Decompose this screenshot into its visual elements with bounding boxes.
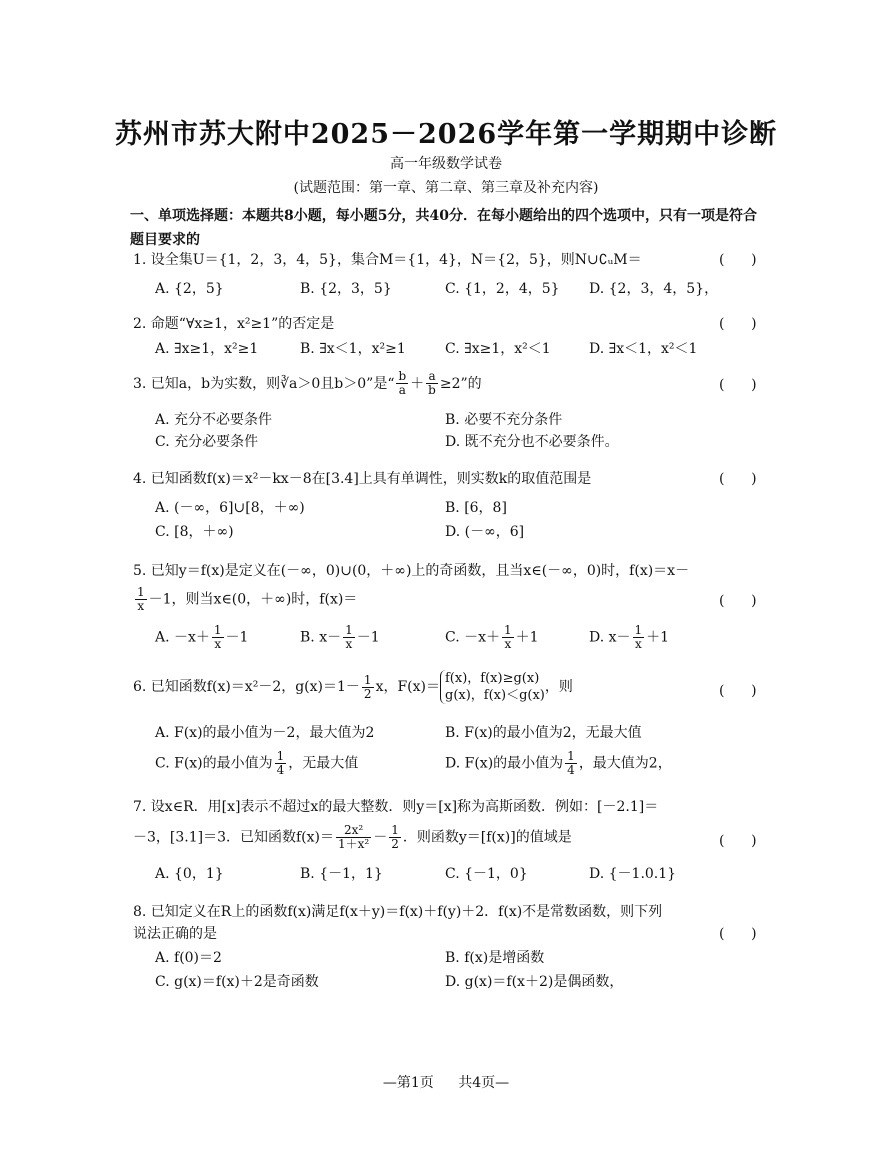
question-1 [133,249,773,271]
question-7 [133,796,773,851]
option-c: C. g(x)＝f(x)＋2是奇函数 [155,974,319,990]
exam-title: 苏州市苏大附中2025－2026学年第一学期期中诊断 [114,119,778,150]
question-6 [133,670,773,704]
option-b: B. {－1，1} [300,866,383,882]
question-2-stem: 2. 命题“∀x≥1，x²≥1”的否定是 [133,316,335,332]
question-8-stem-line2: 说法正确的是 [133,926,217,942]
answer-blank: ( ) [719,833,757,849]
question-2 [133,313,773,335]
answer-blank: ( ) [719,471,757,487]
option-c: C. {1，2，4，5} [445,281,560,297]
question-3-stem: 3. 已知a，b为实数，则∛a＞0且b＞0”是“ $\frac{b}{a}$ ＋ $\frac{a}{b}$ ≥2”的 [133,369,482,397]
exam-scope: (试题范围：第一章、第二章、第三章及补充内容) [293,180,599,196]
fraction: $\frac{1}{x}$ [137,585,145,613]
option-b: B. x－ $\frac{1}{x}$ －1 [300,623,380,651]
answer-blank: ( ) [719,593,757,609]
option-a: A. 充分不必要条件 [155,412,273,428]
fraction: $\frac{b}{a}$ [398,369,407,397]
question-8 [133,901,773,945]
answer-blank: ( ) [719,683,757,699]
question-5-stem-line1: 5. 已知y＝f(x)是定义在(－∞，0)∪(0，＋∞)上的奇函数，且当x∈(－∞，0)时，f(x)＝x－ [133,563,690,579]
option-a: A. F(x)的最小值为－2，最大值为2 [155,725,375,741]
option-d: D. 既不充分也不必要条件。 [445,434,619,450]
option-d: D. {2，3，4，5}， [589,281,719,297]
option-a: A. ∃x≥1，x²≥1 [155,341,259,357]
option-a: A. (－∞，6]∪[8，＋∞) [155,500,305,516]
question-3 [133,370,773,397]
page-total: 共4页— [458,1075,510,1091]
answer-blank: ( ) [719,252,757,268]
answer-blank: ( ) [719,316,757,332]
option-c: C. F(x)的最小值为 $\frac{1}{4}$ ，无最大值 [155,749,359,777]
option-c: C. [8，＋∞) [155,524,234,540]
option-b: B. 必要不充分条件 [445,412,563,428]
option-d: D. ∃x＜1，x²＜1 [589,341,698,357]
option-b: B. f(x)是增函数 [445,950,545,966]
piecewise-brace: f(x)，f(x)≥g(x) g(x)，f(x)＜g(x) [440,670,545,704]
question-7-stem-line2: －3，[3.1]＝3．已知函数f(x)＝ $\frac{\text{2x²}}{\text{1＋x²}}$ － $\frac{1}{2}$ ．则函数y＝[f(x)]的值域是 [133,823,572,851]
page-footer [0,1072,892,1092]
option-c: C. {－1，0} [445,866,528,882]
question-4-stem: 4. 已知函数f(x)＝x²－kx－8在[3.4]上具有单调性，则实数k的取值范围是 [133,471,592,487]
option-a: A. f(0)＝2 [155,950,222,966]
option-b: B. F(x)的最小值为2，无最大值 [445,725,642,741]
page-number: —第1页 [382,1075,434,1091]
question-1-stem: 1. 设全集U＝{1，2，3，4，5}，集合M＝{1，4}，N＝{2，5}，则N∪∁ᵤM＝ [133,252,642,268]
option-d: D. F(x)的最小值为 $\frac{1}{4}$ ，最大值为2， [445,749,672,777]
option-d: D. g(x)＝f(x＋2)是偶函数， [445,974,624,990]
option-a: A. {0，1} [155,866,224,882]
option-a: A. {2，5} [155,281,224,297]
question-8-stem-line1: 8. 已知定义在R上的函数f(x)满足f(x＋y)＝f(x)＋f(y)＋2．f(x)不是常数函数，则下列 [133,904,663,920]
option-d: D. x－ $\frac{1}{x}$ ＋1 [589,623,670,651]
option-c: C. ∃x≥1，x²＜1 [445,341,551,357]
answer-blank: ( ) [719,926,757,942]
option-c: C. －x＋ $\frac{1}{x}$ ＋1 [445,623,539,651]
option-b: B. ∃x＜1，x²≥1 [300,341,406,357]
question-4 [133,468,773,490]
fraction: $\frac{1}{2}$ [363,672,372,701]
answer-blank: ( ) [719,377,757,393]
question-6-stem: 6. 已知函数f(x)＝x²－2，g(x)＝1－ $\frac{1}{2}$ x，F(x)＝ f(x)，f(x)≥g(x) g(x)，f(x)＜g(x) ，则 [133,671,573,703]
fraction: $\frac{a}{b}$ [428,369,436,397]
exam-subtitle: 高一年级数学试卷 [390,156,502,172]
option-c: C. 充分必要条件 [155,434,259,450]
option-b: B. {2，3，5} [300,281,392,297]
option-d: D. (－∞，6] [445,524,525,540]
question-5-stem-line2: $\frac{1}{x}$ －1，则当x∈(0，＋∞)时，f(x)＝ [137,585,358,613]
question-7-stem-line1: 7. 设x∈R．用[x]表示不超过x的最大整数．则y＝[x]称为高斯函数．例如：[－2.1]＝ [133,799,659,815]
option-d: D. {－1.0.1} [589,866,677,882]
option-b: B. [6，8] [445,500,507,516]
option-a: A. －x＋ $\frac{1}{x}$ －1 [155,623,249,651]
section-heading: 一、单项选择题：本题共8小题，每小题5分，共40分．在每小题给出的四个选项中，只有一项是符合题目要求的 [130,208,757,248]
question-5 [133,560,773,613]
